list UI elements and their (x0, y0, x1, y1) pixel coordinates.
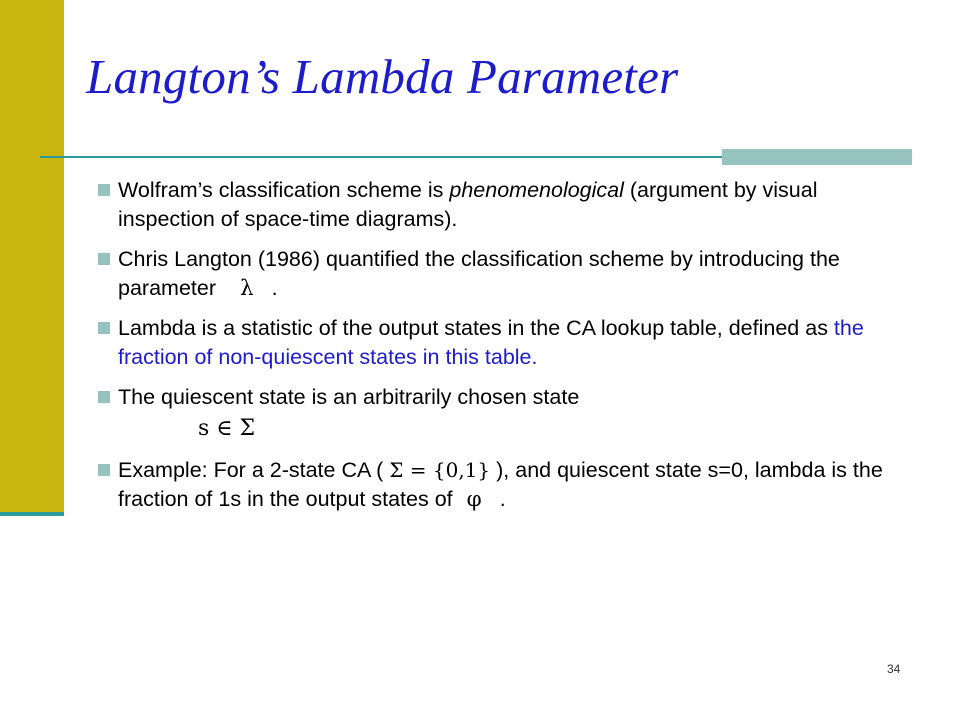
bullet-marker (98, 184, 110, 196)
bullet-item (98, 456, 898, 514)
bullet-text: (argument by visual inspection of space-time diagrams). (118, 178, 818, 231)
page-number: 34 (887, 662, 901, 676)
bullet-text: ), and quiescent state s=0, lambda is the fraction of 1s in the output states of (118, 458, 883, 511)
bullet-marker (98, 391, 110, 403)
bullet-text: Example: For a 2-state CA ( (118, 458, 384, 482)
lambda-symbol: λ (240, 276, 254, 301)
alphabet-formula: Σ = {0,1} (389, 458, 491, 482)
bullet-end: . (271, 276, 278, 300)
bullet-text: Lambda is a statistic of the output states in the CA lookup table, defined as (118, 316, 834, 340)
bullet-end: . (499, 487, 506, 511)
bullet-item (98, 314, 898, 372)
bullet-text: The quiescent state is an arbitrarily chosen state (118, 385, 580, 409)
bullet-marker (98, 253, 110, 265)
bullet-item (98, 176, 898, 234)
bullet-marker (98, 464, 110, 476)
phi-symbol: φ (466, 487, 482, 512)
bullet-list (98, 176, 898, 525)
bullet-item (98, 245, 898, 303)
sidebar-accent-bar (0, 0, 64, 512)
bullet-text: Wolfram’s classification scheme is (118, 178, 450, 202)
bullet-text: Chris Langton (1986) quantified the classification scheme by introducing the parameter (118, 247, 840, 300)
bullet-emphasis: phenomenological (449, 178, 624, 202)
state-formula: s ∈ Σ (198, 416, 256, 441)
bullet-highlight: the fraction of non-quiescent states in this table. (118, 316, 864, 369)
slide-title: Langton’s Lambda Parameter (86, 49, 679, 104)
bullet-marker (98, 322, 110, 334)
bullet-item (98, 383, 898, 412)
sidebar-foot-line (0, 512, 64, 516)
formula-row (98, 412, 898, 456)
divider-block (722, 149, 912, 165)
